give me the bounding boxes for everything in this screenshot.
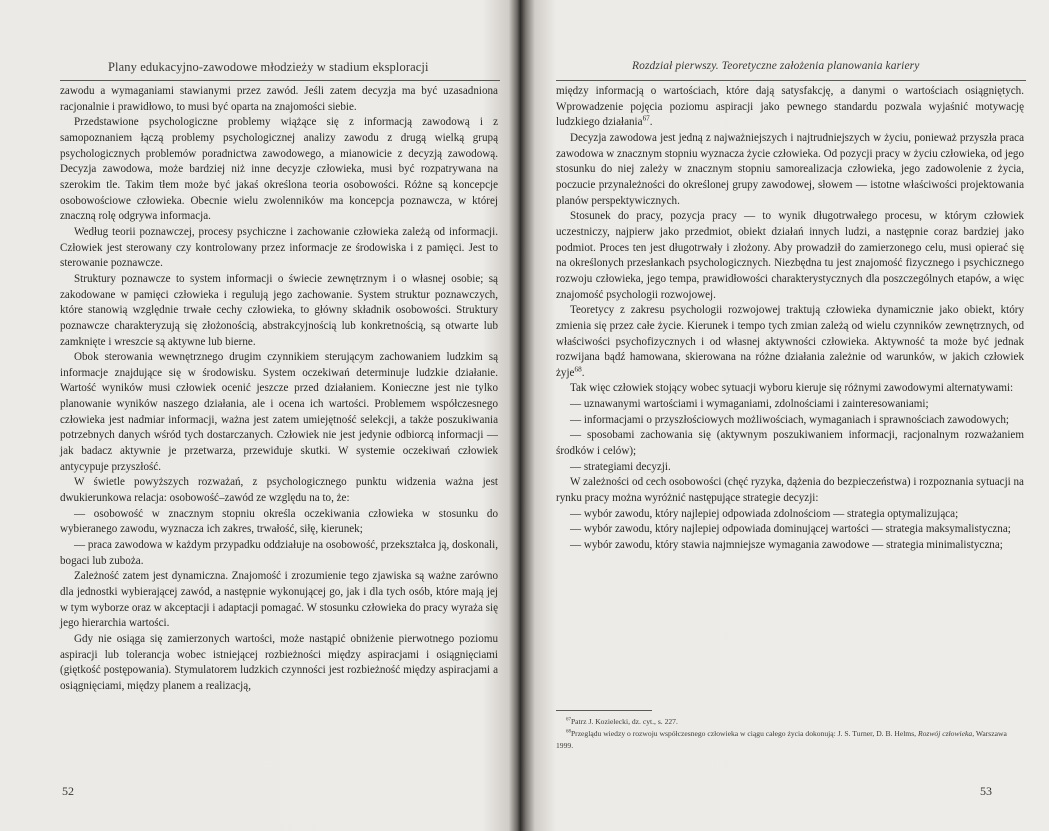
footnote [556,728,1024,752]
header-rule-right [556,80,1026,81]
footnote-book-title: Rozwój człowieka [917,729,973,738]
list-item: — informacjami o przyszłościowych możliwościach, wymaganiach i sprawnościach zawodowych; [570,413,1009,426]
list-item: — strategiami decyzji. [570,460,671,473]
paragraph-tail: . [649,116,653,129]
list-item: — wybór zawodu, który najlepiej odpowiada dominującej wartości — strategia maksymalistyczna; [570,523,1011,536]
paragraph: Stosunek do pracy, pozycja pracy — to wynik długotrwałego procesu, w którym człowiek uczestniczy, najpierw jako przedmiot, obiekt działań innych ludzi, a następnie coraz bardziej jako podmiot. Proces ten jest długotrwały i złożony. Aby prowadził do zamierzonego celu, musi opierać się na określonych przesłankach psychologicznych. Niezbędna tu jest znajomość fizycznego i psychicznego rozwoju człowieka, jego tempa, prawidłowości charakterystycznych dla poszczególnych etapów, a więc znajomość psychologii rozwojowej. [556,210,1024,301]
footnote-mark: 68 [566,729,571,735]
left-page [0,0,512,831]
running-head-left: Plany edukacyjno-zawodowe młodzieży w stadium eksploracji [108,60,429,74]
paragraph-text: między informacją o wartościach, które dają satysfakcję, a danymi o wartościach osiągniętych. Wprowadzenie pojęcia poziomu aspiracji jako pewnego standardu pozwala wyjaśnić motywację ludzkiego działania [556,85,1024,129]
paragraph: W świetle powyższych rozważań, z psychologicznego punktu widzenia ważna jest dwukierunkowa relacja: osobowość–zawód ze względu na to, że: [60,476,498,505]
list-item: — uznawanymi wartościami i wymaganiami, zdolnościami i zainteresowaniami; [570,398,929,411]
header-rule-left [60,80,500,81]
paragraph: zawodu a wymaganiami stawianymi przez zawód. Jeśli zatem decyzja ma być uzasadniona racjonalnie i prawidłowo, to musi być oparta na znajomości siebie. [60,85,498,113]
paragraph: Zależność zatem jest dynamiczna. Znajomość i zrozumienie tego zjawiska są ważne zarówno dla jednostki wybierającej zawód, a następnie wykonującej go, jak i dla tych osób, które mają jej w tym wyborze oraz w akceptacji i adaptacji pomagać. W stosunku człowieka do pracy wyraża się jego hierarchia wartości. [60,570,498,630]
footnote-ref: 67 [642,114,650,123]
footnote-tail: , Warszawa 1999. [556,729,1007,750]
body-text-right [556,84,1024,554]
footnote-ref: 68 [574,365,582,374]
paragraph: Struktury poznawcze to system informacji o świecie zewnętrznym i o własnej osobie; są zakodowane w pamięci człowieka i regulują jego zachowanie. System struktur poznawczych, które stanowią względnie trwałe cechy człowieka, to główny składnik osobowości. Struktury poznawcze charakteryzują się złożonością, abstrakcyjnością lub konkretnością, są otwarte lub zamknięte i wreszcie są aktywne lub bierne. [60,272,498,348]
paragraph: Tak więc człowiek stojący wobec sytuacji wyboru kieruje się różnymi zawodowymi alternatywami: [570,382,1014,395]
paragraph: Obok sterowania wewnętrznego drugim czynnikiem sterującym zachowaniem ludzkim są informacje znajdujące się w środowisku. System oczekiwań determinuje ludzkie działanie. Wartość wyników musi człowiek ocenić jeszcze przed działaniem. Konieczne jest nie tylko planowanie wyników naszego działania, ale i ocena ich wartości. Problemem współczesnego człowieka jest nadmiar informacji, ważna jest zatem umiejętność selekcji, a także poszukiwania potrzebnych danych wśród tych dostarczanych. Człowiek nie jest jedynie odbiorcą informacji — jak badacz aktywnie je przetwarza, przewiduje skutki. W systemie oczekiwań człowiek antycypuje przyszłość. [60,351,498,473]
footnote [556,716,1024,728]
paragraph: Przedstawione psychologiczne problemy wiążące się z informacją zawodową i z samopoznaniem łączą problemy psychologicznej analizy zawodu z drugą wielką grupą psychologicznych problemów poradnictwa zawodowego, a mianowicie z decyzją zawodową. Decyzja zawodowa, może bardziej niż inne decyzje człowieka, musi być rozpatrywana na szerokim tle. Takim tłem może być jakaś określona teoria osobowości. Różne są koncepcje osobowościowe człowieka. Obecnie wielu zwolenników ma koncepcja poznawcza, w której znaczną rolę odgrywa informacja. [60,116,498,223]
paragraph [556,303,1024,381]
paragraph: Według teorii poznawczej, procesy psychiczne i zachowanie człowieka zależą od informacji. Człowiek jest sterowany czy kontrolowany przez informacje ze środowiska i z pamięci. Jest to sterowanie poznawcze. [60,225,498,270]
footnote-mark: 67 [566,717,571,723]
page-number-right: 53 [980,784,992,798]
footnote-text: Patrz J. Kozielecki, dz. cyt., s. 227. [570,717,678,726]
page-number-left: 52 [62,784,74,798]
right-page [524,0,1049,831]
list-item: — sposobami zachowania się (aktywnym poszukiwaniem informacji, racjonalnym rozważaniem środków i celów); [556,429,1024,458]
paragraph-text: Teoretycy z zakresu psychologii rozwojowej traktują człowieka dynamicznie jako obiekt, który zmienia się przez całe życie. Kierunek i tempo tych zmian zależą od wielu czynników zewnętrznych, od właściwości psychofizycznych i od własnej aktywności człowieka. Aktywność ta może być jednak rozwijana bądź hamowana, skierowana na różne działania zależnie od warunków, w jakich człowiek żyje [556,304,1024,379]
body-text-left [60,84,498,695]
paragraph: Decyzja zawodowa jest jedną z najważniejszych i najtrudniejszych w życiu, ponieważ przyszła praca zawodowa w znacznym stopniu wyznacza życie człowieka. Od pozycji pracy w życiu człowieka, od jego stosunku do niej zależy w znacznym stopniu samorealizacja człowieka, jego zadowolenie z życia, poczucie przynależności do określonej grupy zawodowej, słowem — istotne właściwości projektowania planów perspektywicznych. [556,131,1024,207]
list-item: — praca zawodowa w każdym przypadku oddziałuje na osobowość, przekształca ją, doskonali, bogaci lub zuboża. [60,539,498,567]
paragraph: W zależności od cech osobowości (chęć ryzyka, dążenia do bezpieczeństwa) i rozpoznania sytuacji na rynku pracy można wyróżnić następujące strategie decyzji: [556,476,1024,505]
list-item: — osobowość w znacznym stopniu określa oczekiwania człowieka w stosunku do wybieranego zawodu, wyznacza ich zakres, trwałość, siłę, kierunek; [60,507,498,536]
footnote-rule [556,710,652,711]
paragraph: Gdy nie osiąga się zamierzonych wartości, może nastąpić obniżenie pierwotnego poziomu aspiracji lub tolerancja wobec istniejącej rozbieżności między aspiracjami i osiągnięciami (giętkość postępowania). Stymulatorem ludzkich czynności jest rozbieżność między aspiracjami a osiągnięciami, między planem a realizacją, [60,632,498,692]
footnote-text: Przeglądu wiedzy o rozwoju współczesnego człowieka w ciągu całego życia dokonują: J. S. Turner, D. B. Helms, [570,729,918,738]
paragraph [556,84,1024,131]
running-head-right: Rozdział pierwszy. Teoretyczne założenia planowania kariery [632,60,920,72]
list-item: — wybór zawodu, który najlepiej odpowiada zdolnościom — strategia optymalizująca; [570,507,959,520]
list-item: — wybór zawodu, który stawia najmniejsze wymagania zawodowe — strategia minimalistyczna; [570,539,1003,552]
paragraph-tail: . [581,366,585,379]
footnotes [556,716,1024,752]
